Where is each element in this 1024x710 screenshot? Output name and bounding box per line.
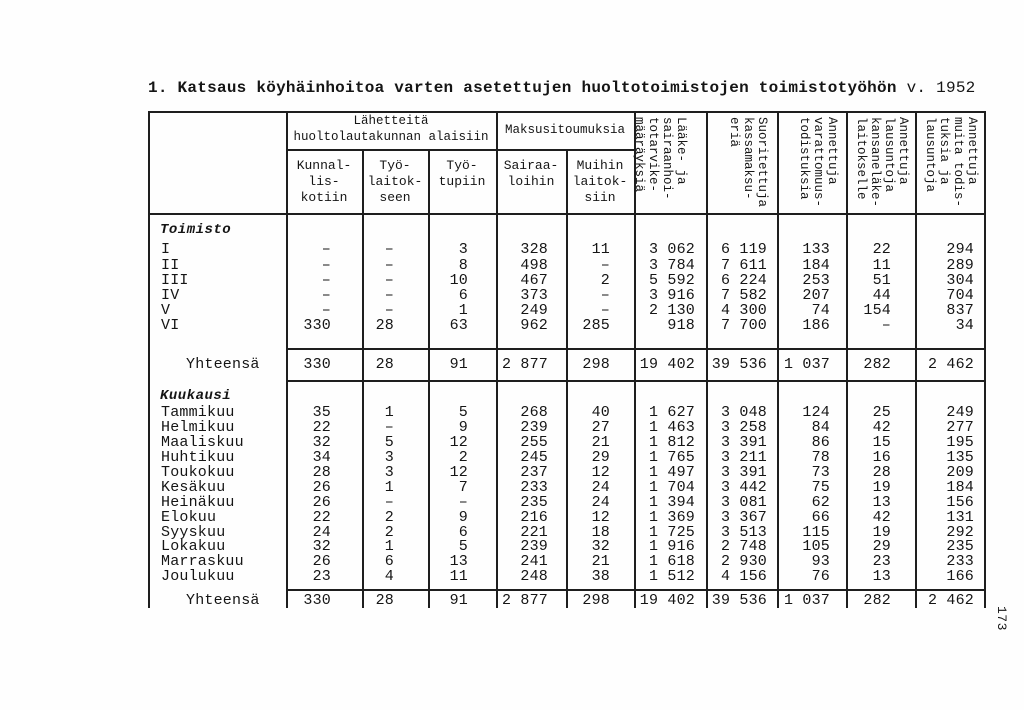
table-cell: 28 xyxy=(312,464,331,481)
table-cell: 22 xyxy=(312,509,331,526)
table-cell: 294 xyxy=(946,241,974,258)
table-row xyxy=(0,495,1024,511)
table-cell: 184 xyxy=(946,479,974,496)
column-header-line: Työ- xyxy=(379,158,411,173)
table-cell: 7 xyxy=(458,479,468,496)
table-cell: 1 369 xyxy=(648,509,695,526)
row-label: VI xyxy=(161,317,180,334)
table-cell: – xyxy=(321,302,331,319)
column-header-line: Lääke- ja xyxy=(674,117,688,185)
table-cell: 1 704 xyxy=(648,479,695,496)
table-cell: 115 xyxy=(802,524,830,541)
table-cell: – xyxy=(384,302,394,319)
table-cell: 166 xyxy=(946,568,974,585)
column-header-line: laitok- xyxy=(367,174,423,189)
table-cell: 6 119 xyxy=(720,241,767,258)
table-cell: 962 xyxy=(520,317,548,334)
table-cell: 8 xyxy=(458,257,468,274)
table-cell: 29 xyxy=(872,538,891,555)
column-header-line: Annettuja xyxy=(825,117,839,185)
table-cell: 289 xyxy=(946,257,974,274)
table-cell: – xyxy=(384,287,394,304)
row-label: I xyxy=(161,241,171,258)
row-label: Joulukuu xyxy=(161,568,235,585)
table-cell: 3 784 xyxy=(648,257,695,274)
total-label: Yhteensä xyxy=(186,592,260,609)
table-cell: 1 497 xyxy=(648,464,695,481)
table-cell: 13 xyxy=(449,553,468,570)
row-label: Huhtikuu xyxy=(161,449,235,466)
table-cell: 28 xyxy=(375,317,394,334)
table-cell: 19 402 xyxy=(639,356,695,373)
table-cell: 195 xyxy=(946,434,974,451)
table-cell: 6 xyxy=(458,287,468,304)
table-cell: 28 xyxy=(375,356,394,373)
column-header-line: siin xyxy=(584,190,616,205)
table-cell: 7 611 xyxy=(720,257,767,274)
table-cell: 221 xyxy=(520,524,548,541)
table-cell: 91 xyxy=(449,356,468,373)
table-cell: – xyxy=(384,272,394,289)
table-cell: 12 xyxy=(449,464,468,481)
table-cell: 1 037 xyxy=(783,356,830,373)
table-cell: 16 xyxy=(872,449,891,466)
table-cell: 2 xyxy=(384,509,394,526)
table-cell: 3 211 xyxy=(720,449,767,466)
table-row xyxy=(0,405,1024,421)
table-cell: 2 930 xyxy=(720,553,767,570)
group-header-line: Lähetteitä xyxy=(353,114,429,128)
table-cell: 2 xyxy=(458,449,468,466)
table-cell: 62 xyxy=(811,494,830,511)
column-header-line: seen xyxy=(379,190,411,205)
table-cell: 22 xyxy=(312,419,331,436)
table-cell: 74 xyxy=(811,302,830,319)
table-cell: 249 xyxy=(520,302,548,319)
table-cell: 26 xyxy=(312,494,331,511)
table-cell: 1 xyxy=(458,302,468,319)
table-cell: 32 xyxy=(312,538,331,555)
column-header-line: muita todis- xyxy=(951,117,965,208)
table-cell: 135 xyxy=(946,449,974,466)
table-cell: 26 xyxy=(312,479,331,496)
table-cell: – xyxy=(384,419,394,436)
table-cell: 2 xyxy=(384,524,394,541)
column-header-line: tupiin xyxy=(438,174,486,189)
table-cell: 124 xyxy=(802,404,830,421)
table-cell: 285 xyxy=(582,317,610,334)
table-cell: 91 xyxy=(449,592,468,609)
table-cell: 330 xyxy=(303,356,331,373)
table-cell: 241 xyxy=(520,553,548,570)
table-cell: 1 725 xyxy=(648,524,695,541)
table-cell: 15 xyxy=(872,434,891,451)
table-cell: 78 xyxy=(811,449,830,466)
table-cell: 12 xyxy=(591,464,610,481)
table-cell: 44 xyxy=(872,287,891,304)
table-cell: 216 xyxy=(520,509,548,526)
table-cell: 2 462 xyxy=(927,356,974,373)
table-cell: 292 xyxy=(946,524,974,541)
table-cell: 6 224 xyxy=(720,272,767,289)
column-header-line: kassamaksu- xyxy=(741,117,755,200)
table-cell: 63 xyxy=(449,317,468,334)
table-cell: 3 xyxy=(458,241,468,258)
row-label: Marraskuu xyxy=(161,553,244,570)
table-cell: 1 812 xyxy=(648,434,695,451)
column-header-line: Annettuja xyxy=(896,117,910,185)
column-header-line: lausuntoja xyxy=(882,117,896,193)
table-cell: 1 xyxy=(384,538,394,555)
table-cell: 7 700 xyxy=(720,317,767,334)
table-cell: 24 xyxy=(312,524,331,541)
row-label: V xyxy=(161,302,171,319)
table-cell: 1 394 xyxy=(648,494,695,511)
table-cell: 282 xyxy=(863,592,891,609)
group-header-line: huoltolautakunnan alaisiin xyxy=(293,130,489,144)
section-heading: Toimisto xyxy=(160,222,232,238)
table-cell: 209 xyxy=(946,464,974,481)
table-cell: 5 xyxy=(458,538,468,555)
table-cell: – xyxy=(384,257,394,274)
table-cell: 245 xyxy=(520,449,548,466)
table-cell: 22 xyxy=(872,241,891,258)
table-cell: 498 xyxy=(520,257,548,274)
row-label: IV xyxy=(161,287,180,304)
table-cell: 235 xyxy=(946,538,974,555)
column-header-line: määräyksiä xyxy=(632,117,646,193)
table-cell: 1 512 xyxy=(648,568,695,585)
table-cell: 93 xyxy=(811,553,830,570)
table-cell: 186 xyxy=(802,317,830,334)
table-cell: 2 130 xyxy=(648,302,695,319)
table-cell: 26 xyxy=(312,553,331,570)
table-cell: 10 xyxy=(449,272,468,289)
table-cell: 3 062 xyxy=(648,241,695,258)
table-cell: 19 xyxy=(872,524,891,541)
table-row xyxy=(0,450,1024,466)
table-row xyxy=(0,273,1024,289)
table-cell: 233 xyxy=(520,479,548,496)
table-cell: 7 582 xyxy=(720,287,767,304)
table-cell: – xyxy=(321,272,331,289)
column-header-line: laitok- xyxy=(572,174,628,189)
table-cell: 467 xyxy=(520,272,548,289)
table-cell: 2 877 xyxy=(501,356,548,373)
table-row xyxy=(0,258,1024,274)
table-cell: 1 xyxy=(384,404,394,421)
column-header-line: eriä xyxy=(727,117,741,148)
column-header-line: Sairaa- xyxy=(503,158,559,173)
column-header-line: varattomuus- xyxy=(811,117,825,208)
table-cell: 4 156 xyxy=(720,568,767,585)
table-cell: 28 xyxy=(375,592,394,609)
table-cell: 3 391 xyxy=(720,464,767,481)
total-row xyxy=(0,357,1024,373)
total-label: Yhteensä xyxy=(186,356,260,373)
table-cell: 6 xyxy=(384,553,394,570)
table-cell: 239 xyxy=(520,419,548,436)
table-cell: 75 xyxy=(811,479,830,496)
row-label: II xyxy=(161,257,180,274)
table-row xyxy=(0,420,1024,436)
table-cell: 24 xyxy=(591,494,610,511)
table-row xyxy=(0,318,1024,334)
table-cell: 29 xyxy=(591,449,610,466)
table-cell: 39 536 xyxy=(711,356,767,373)
table-cell: 3 916 xyxy=(648,287,695,304)
table-cell: 18 xyxy=(591,524,610,541)
column-header-line: lausuntoja xyxy=(923,117,937,193)
title-year: v. 1952 xyxy=(906,79,976,97)
table-cell: 4 300 xyxy=(720,302,767,319)
table-cell: 11 xyxy=(591,241,610,258)
table-cell: 330 xyxy=(303,592,331,609)
column-header-line: Suoritettuja xyxy=(755,117,769,208)
page-number: 173 xyxy=(994,606,1009,631)
table-cell: 39 536 xyxy=(711,592,767,609)
table-cell: 84 xyxy=(811,419,830,436)
table-cell: 51 xyxy=(872,272,891,289)
table-cell: 207 xyxy=(802,287,830,304)
column-header-line: tuksia ja xyxy=(937,117,951,185)
table-row xyxy=(0,480,1024,496)
table-cell: 3 367 xyxy=(720,509,767,526)
column-header-line: kansaneläke- xyxy=(868,117,882,208)
table-cell: – xyxy=(600,302,610,319)
table-cell: 133 xyxy=(802,241,830,258)
table-cell: 76 xyxy=(811,568,830,585)
table-cell: 304 xyxy=(946,272,974,289)
table-cell: 73 xyxy=(811,464,830,481)
table-cell: 3 048 xyxy=(720,404,767,421)
table-cell: 253 xyxy=(802,272,830,289)
table-row xyxy=(0,465,1024,481)
table-cell: 249 xyxy=(946,404,974,421)
table-cell: 23 xyxy=(312,568,331,585)
title-text: 1. Katsaus köyhäinhoitoa varten asetettujen huoltotoimistojen toimistotyöhön xyxy=(148,79,897,97)
table-row xyxy=(0,510,1024,526)
column-header-line: loihin xyxy=(507,174,555,189)
table-cell: 298 xyxy=(582,356,610,373)
table-cell: – xyxy=(321,241,331,258)
table-cell: 35 xyxy=(312,404,331,421)
table-cell: 34 xyxy=(955,317,974,334)
table-cell: 21 xyxy=(591,553,610,570)
table-cell: 1 916 xyxy=(648,538,695,555)
table-cell: 330 xyxy=(303,317,331,334)
table-cell: 3 xyxy=(384,449,394,466)
table-row xyxy=(0,539,1024,555)
table-cell: 32 xyxy=(591,538,610,555)
table-cell: 11 xyxy=(872,257,891,274)
table-cell: – xyxy=(600,287,610,304)
table-cell: 1 627 xyxy=(648,404,695,421)
table-cell: 156 xyxy=(946,494,974,511)
table-cell: – xyxy=(384,494,394,511)
column-header-line: totarvike- xyxy=(646,117,660,193)
table-cell: 2 748 xyxy=(720,538,767,555)
table-cell: 373 xyxy=(520,287,548,304)
table-cell: 11 xyxy=(449,568,468,585)
row-label: Lokakuu xyxy=(161,538,226,555)
table-cell: 704 xyxy=(946,287,974,304)
table-cell: 3 258 xyxy=(720,419,767,436)
table-cell: 3 391 xyxy=(720,434,767,451)
table-cell: 12 xyxy=(449,434,468,451)
table-cell: 32 xyxy=(312,434,331,451)
row-label: Kesäkuu xyxy=(161,479,226,496)
table-cell: 3 442 xyxy=(720,479,767,496)
table-cell: 184 xyxy=(802,257,830,274)
table-cell: 23 xyxy=(872,553,891,570)
table-cell: – xyxy=(321,257,331,274)
table-cell: 40 xyxy=(591,404,610,421)
table-cell: 268 xyxy=(520,404,548,421)
table-cell: 2 462 xyxy=(927,592,974,609)
row-label: Elokuu xyxy=(161,509,217,526)
table-cell: 105 xyxy=(802,538,830,555)
column-header-line: laitokselle xyxy=(854,117,868,200)
row-label: III xyxy=(161,272,189,289)
column-header-line: kotiin xyxy=(300,190,348,205)
table-cell: 131 xyxy=(946,509,974,526)
table-cell: 13 xyxy=(872,568,891,585)
table-cell: 24 xyxy=(591,479,610,496)
table-cell: – xyxy=(384,241,394,258)
table-cell: 248 xyxy=(520,568,548,585)
table-row xyxy=(0,569,1024,585)
column-header-line: lis- xyxy=(308,174,340,189)
table-cell: 298 xyxy=(582,592,610,609)
total-row xyxy=(0,593,1024,609)
table-cell: – xyxy=(458,494,468,511)
table-cell: 5 xyxy=(458,404,468,421)
table-cell: 328 xyxy=(520,241,548,258)
table-cell: 154 xyxy=(863,302,891,319)
table-row xyxy=(0,554,1024,570)
table-cell: 282 xyxy=(863,356,891,373)
row-label: Maaliskuu xyxy=(161,434,244,451)
column-header-line: sairaanhoi- xyxy=(660,117,674,200)
table-cell: 27 xyxy=(591,419,610,436)
table-cell: 38 xyxy=(591,568,610,585)
table-cell: 237 xyxy=(520,464,548,481)
table-cell: 1 765 xyxy=(648,449,695,466)
table-cell: 2 877 xyxy=(501,592,548,609)
table-cell: 13 xyxy=(872,494,891,511)
table-cell: 19 xyxy=(872,479,891,496)
table-row xyxy=(0,303,1024,319)
row-label: Heinäkuu xyxy=(161,494,235,511)
table-cell: 233 xyxy=(946,553,974,570)
table-cell: 86 xyxy=(811,434,830,451)
table-cell: 42 xyxy=(872,419,891,436)
table-cell: 3 081 xyxy=(720,494,767,511)
table-cell: 9 xyxy=(458,509,468,526)
table-cell: 255 xyxy=(520,434,548,451)
table-cell: – xyxy=(881,317,891,334)
table-cell: 837 xyxy=(946,302,974,319)
column-header-line: Annettuja xyxy=(965,117,979,185)
table-cell: 12 xyxy=(591,509,610,526)
table-cell: 28 xyxy=(872,464,891,481)
table-cell: 6 xyxy=(458,524,468,541)
table-cell: 19 402 xyxy=(639,592,695,609)
table-cell: 25 xyxy=(872,404,891,421)
table-cell: 1 618 xyxy=(648,553,695,570)
table-cell: – xyxy=(600,257,610,274)
table-cell: 9 xyxy=(458,419,468,436)
table-cell: 3 xyxy=(384,464,394,481)
column-header-line: Kunnal- xyxy=(296,158,352,173)
table-cell: 1 463 xyxy=(648,419,695,436)
table-cell: 3 513 xyxy=(720,524,767,541)
table-row xyxy=(0,242,1024,258)
table-cell: 5 xyxy=(384,434,394,451)
table-cell: 1 xyxy=(384,479,394,496)
row-label: Tammikuu xyxy=(161,404,235,421)
table-cell: 235 xyxy=(520,494,548,511)
table-cell: 239 xyxy=(520,538,548,555)
section-heading: Kuukausi xyxy=(160,388,232,404)
row-label: Toukokuu xyxy=(161,464,235,481)
column-header-line: Työ- xyxy=(446,158,478,173)
table-cell: 34 xyxy=(312,449,331,466)
row-label: Helmikuu xyxy=(161,419,235,436)
table-cell: 277 xyxy=(946,419,974,436)
table-cell: 5 592 xyxy=(648,272,695,289)
table-cell: 66 xyxy=(811,509,830,526)
table-cell: 2 xyxy=(600,272,610,289)
table-cell: 42 xyxy=(872,509,891,526)
group-header-line: Maksusitoumuksia xyxy=(504,123,626,137)
column-header-line: todistuksia xyxy=(797,117,811,200)
table-cell: 1 037 xyxy=(783,592,830,609)
row-label: Syyskuu xyxy=(161,524,226,541)
table-cell: 4 xyxy=(384,568,394,585)
table-cell: – xyxy=(321,287,331,304)
column-header-line: Muihin xyxy=(576,158,624,173)
table-cell: 918 xyxy=(667,317,695,334)
table-row xyxy=(0,435,1024,451)
table-cell: 21 xyxy=(591,434,610,451)
